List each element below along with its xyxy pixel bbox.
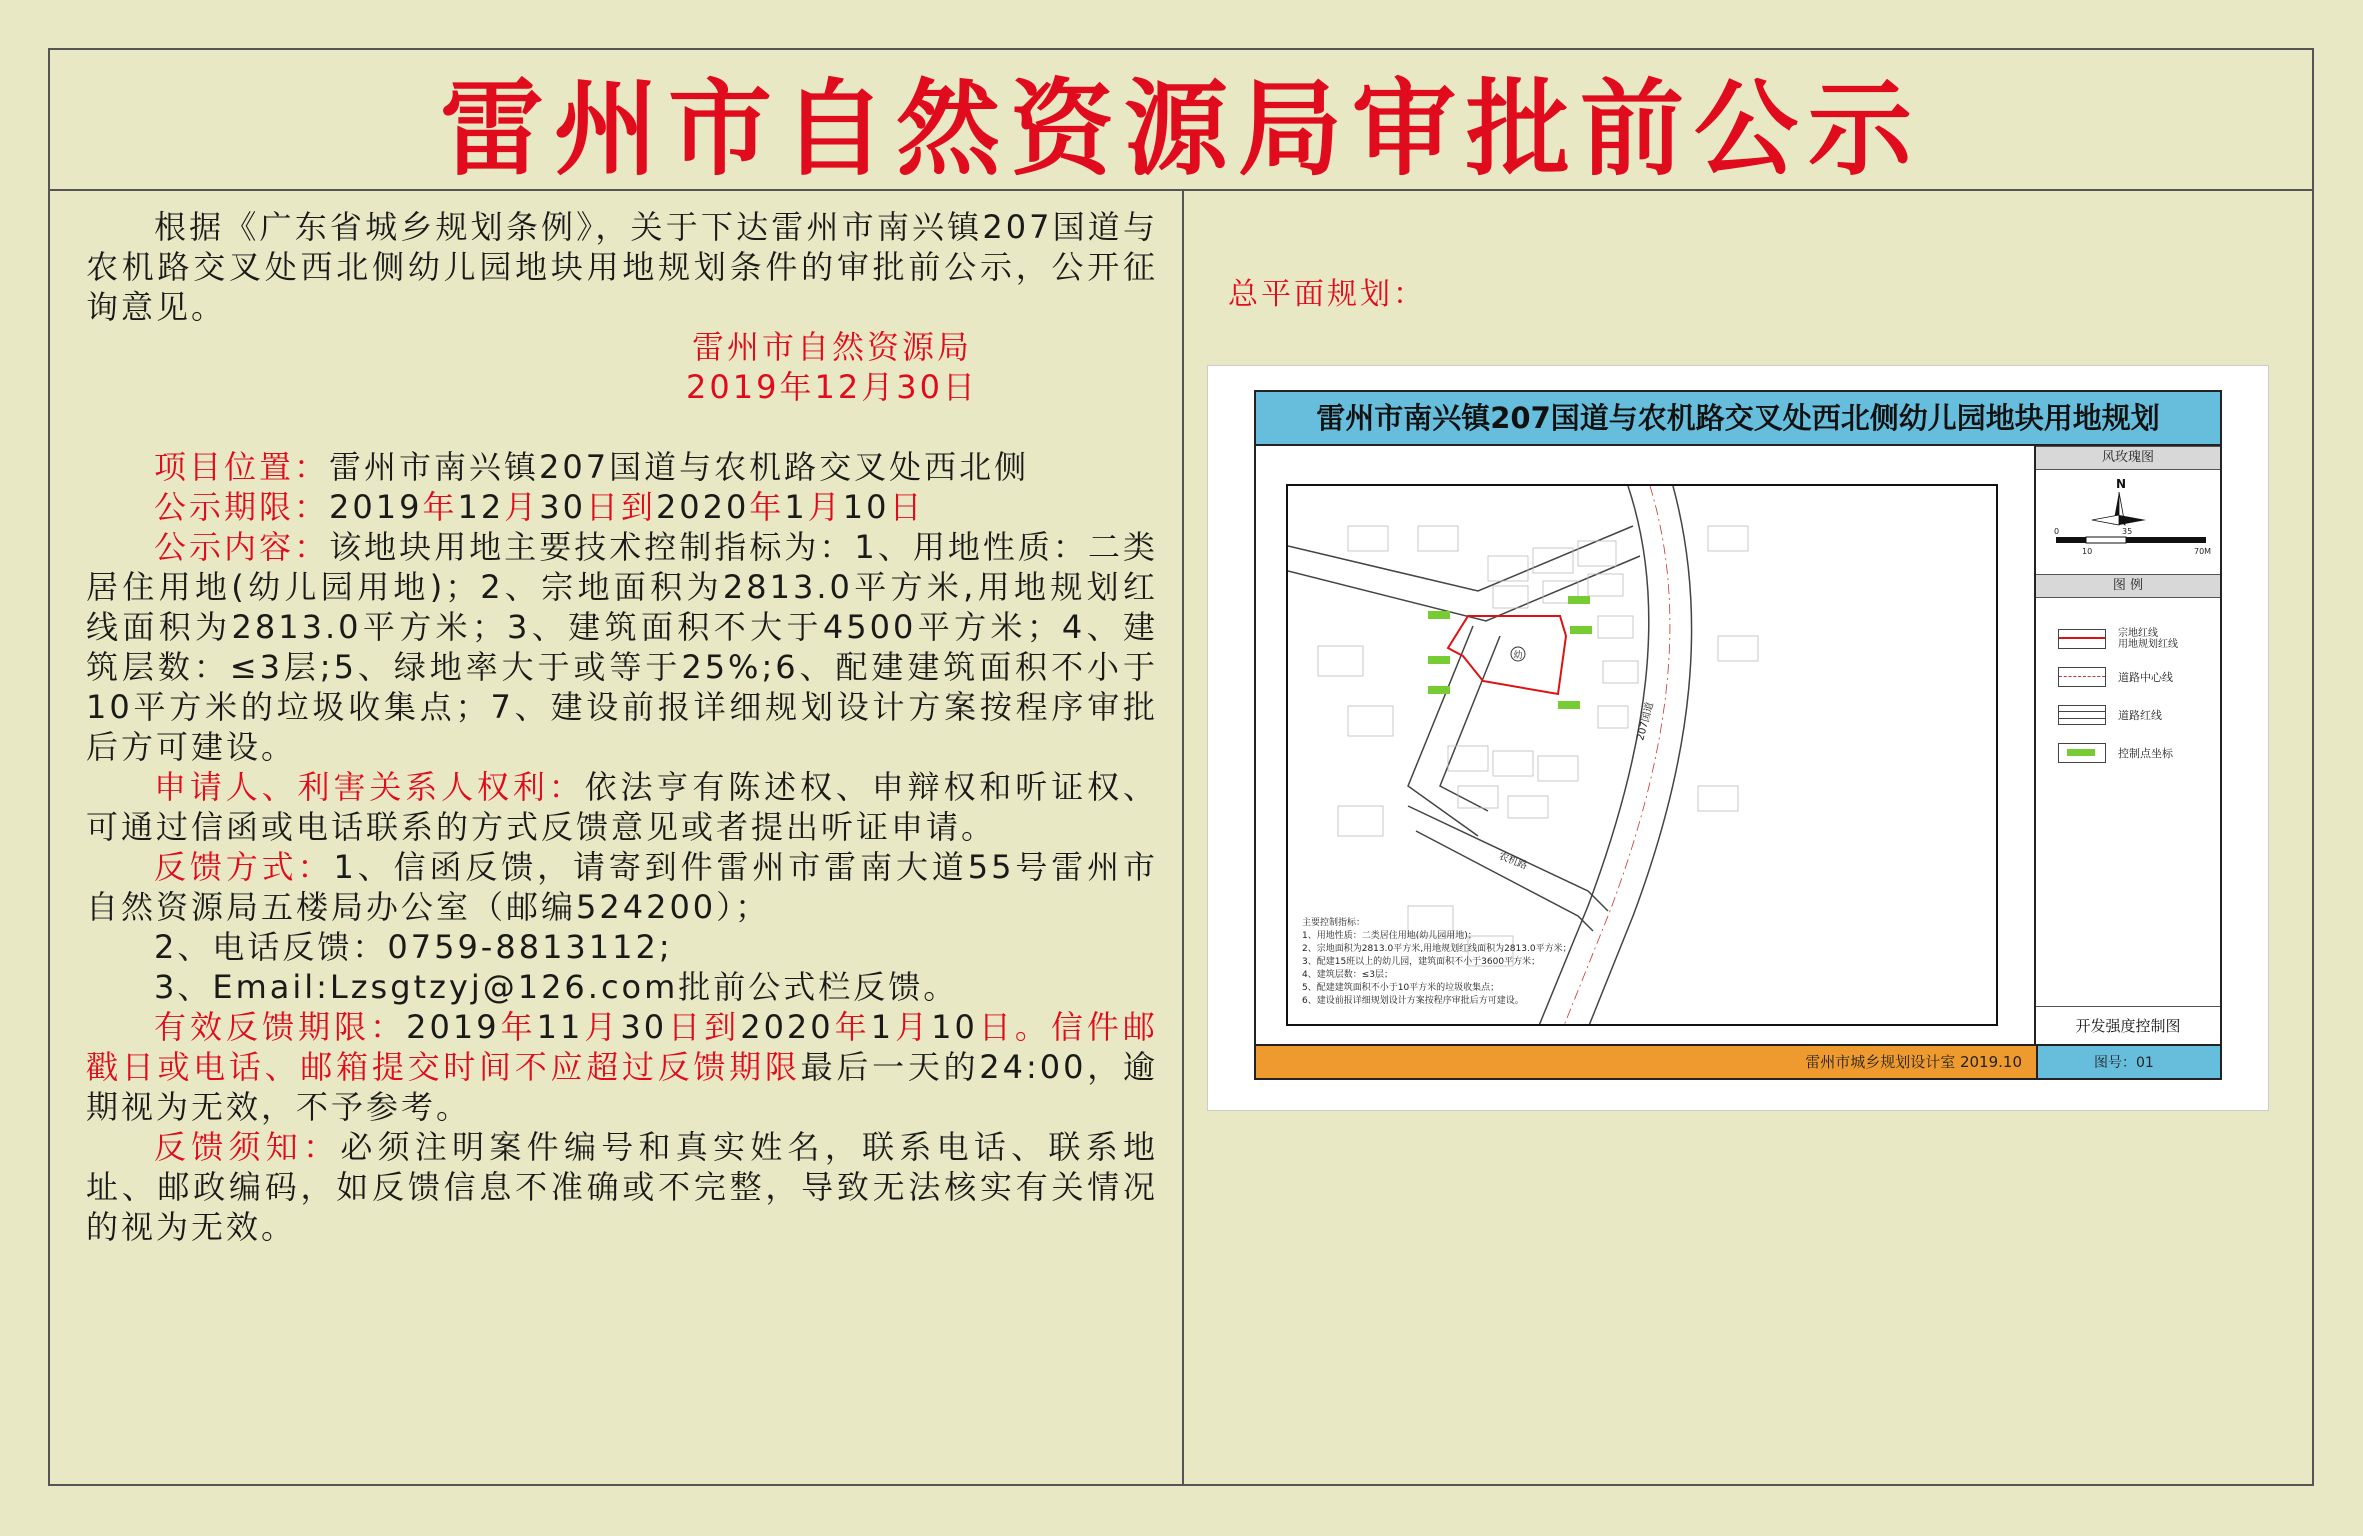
valid-unit-a: 年 xyxy=(499,1008,537,1046)
period-label: 公示期限： xyxy=(154,488,330,526)
control-indices xyxy=(1302,917,1572,1008)
road-line-swatch xyxy=(2058,705,2106,725)
control-point-swatch xyxy=(2058,743,2106,763)
feedback-label: 反馈方式： xyxy=(154,848,334,886)
content-paragraph xyxy=(86,527,1158,767)
legend-heading: 图 例 xyxy=(2036,574,2220,598)
index-line-6: 6、建设前报详细规划设计方案按程序审批后方可建设。 xyxy=(1302,996,1524,1006)
period-day-a: 30 xyxy=(539,488,586,526)
period-month-a: 12 xyxy=(457,488,505,526)
scale-tick-0: 0 xyxy=(2054,527,2060,536)
legend-label-control-point: 控制点坐标 xyxy=(2118,747,2173,760)
feedback-phone: 2、电话反馈：0759-8813112; xyxy=(154,928,673,966)
period-month-b: 1 xyxy=(784,488,808,526)
period-year-a: 2019 xyxy=(329,488,423,526)
feedback-paragraph xyxy=(86,847,1158,927)
location-text: 雷州市南兴镇207国道与农机路交叉处西北侧 xyxy=(329,448,1030,486)
intro-paragraph: 根据《广东省城乡规划条例》，关于下达雷州市南兴镇207国道与农机路交叉处西北侧幼儿园地块用地规划条件的审批前公示，公开征询意见。 xyxy=(86,208,1158,326)
valid-period-paragraph xyxy=(86,1007,1158,1127)
location-label: 项目位置： xyxy=(154,448,330,486)
notice-text-column xyxy=(50,191,1184,1486)
indices-title: 主要控制指标： xyxy=(1302,918,1366,928)
notice-board xyxy=(48,48,2314,1486)
location-paragraph xyxy=(86,447,1158,487)
index-line-5: 5、配建建筑面积不小于10平方米的垃圾收集点； xyxy=(1302,983,1500,993)
valid-unit-b: 月 xyxy=(583,1008,621,1046)
scale-tick-2: 35 xyxy=(2122,527,2133,536)
valid-day-b: 10 xyxy=(931,1008,978,1046)
period-unit-a: 年 xyxy=(422,488,458,526)
valid-unit-d: 年 xyxy=(833,1008,871,1046)
valid-unit-c: 日到 xyxy=(667,1008,741,1046)
title-bar xyxy=(50,50,2312,191)
footer-office-block xyxy=(1256,1046,2036,1078)
plan-column xyxy=(1184,191,2312,1484)
issue-date: 2019年12月30日 xyxy=(686,368,978,406)
north-arrow-icon xyxy=(2036,470,2222,560)
period-year-b: 2020 xyxy=(655,488,750,526)
valid-month-b: 1 xyxy=(870,1008,895,1046)
content-label: 公示内容： xyxy=(154,528,330,566)
issuer: 雷州市自然资源局 xyxy=(691,328,972,366)
road-207-label: 207国道 xyxy=(1635,701,1657,742)
site-mark: 幼 xyxy=(1513,651,1523,661)
plan-label: 总平面规划： xyxy=(1228,277,1426,312)
period-unit-c: 日到 xyxy=(585,488,656,526)
legend-item-road-line xyxy=(2058,704,2162,726)
notice-label: 反馈须知： xyxy=(154,1128,341,1166)
feedback-text: 1、信函反馈，请寄到件雷州市雷南大道55号雷州市自然资源局五楼局办公室（邮编524200）； xyxy=(86,848,1158,926)
content-text: 该地块用地主要技术控制指标为：1、用地性质：二类居住用地(幼儿园用地)；2、宗地面积为2813.0平方米,用地规划红线面积为2813.0平方米；3、建筑面积不大于4500平方米；4、建筑层数：≤3层;5、绿地率大于或等于25%;6、配建建筑面积不小于10平方米的垃圾收集点；7、建设前报详细规划设计方案按程序审批后方可建设。 xyxy=(86,528,1158,766)
footer-office: 雷州市城乡规划设计室 2019.10 xyxy=(1805,1053,2022,1071)
period-unit-b: 月 xyxy=(504,488,540,526)
legend-item-centerline xyxy=(2058,666,2173,688)
site-map xyxy=(1286,484,1998,1026)
drawing-footer xyxy=(1256,1044,2220,1078)
drawing-frame xyxy=(1254,390,2222,1080)
legend-label-red-line: 宗地红线 用地规划红线 xyxy=(2118,628,2178,650)
legend-item-control-point xyxy=(2058,742,2173,764)
scale-tick-3: 70M xyxy=(2194,547,2212,556)
valid-year-b: 2020 xyxy=(740,1008,834,1046)
period-paragraph xyxy=(86,487,1158,527)
rights-label: 申请人、利害关系人权利： xyxy=(154,768,585,806)
valid-unit-e: 月 xyxy=(894,1008,932,1046)
period-day-b: 10 xyxy=(842,488,890,526)
valid-tail: 最后一天的24:00，逾期视为无效，不予参考。 xyxy=(86,1048,1158,1126)
notice-paragraph xyxy=(86,1127,1158,1247)
page-title: 雷州市自然资源局审批前公示 xyxy=(439,67,1922,190)
wind-rose-heading: 风玫瑰图 xyxy=(2036,446,2220,470)
feedback-email: 3、Email:Lzsgtzyj@126.com批前公式栏反馈。 xyxy=(154,968,959,1006)
footer-fig-number: 图号：01 xyxy=(2094,1055,2154,1071)
legend-label-road-line: 道路红线 xyxy=(2118,709,2162,722)
valid-label: 有效反馈期限： xyxy=(154,1008,407,1046)
index-line-2: 2、宗地面积为2813.0平方米,用地规划红线面积为2813.0平方米； xyxy=(1302,944,1572,954)
red-line-swatch xyxy=(2058,629,2106,649)
valid-deadline-note: 日。信件邮戳日或电话、邮箱提交时间不应超过反馈期限 xyxy=(86,1008,1158,1086)
dev-intensity-label: 开发强度控制图 xyxy=(2036,1006,2220,1036)
scale-tick-1: 10 xyxy=(2082,547,2093,556)
road-nongji-label: 农机路 xyxy=(1496,850,1529,873)
site-plan-drawing xyxy=(1208,366,2268,1110)
legend-label-centerline: 道路中心线 xyxy=(2118,671,2173,684)
legend-item-site-red-line xyxy=(2058,628,2178,650)
centerline-swatch xyxy=(2058,667,2106,687)
index-line-4: 4、建筑层数：≤3层； xyxy=(1302,970,1393,980)
drawing-title: 雷州市南兴镇207国道与农机路交叉处西北侧幼儿园地块用地规划 xyxy=(1256,392,2220,446)
valid-year-a: 2019 xyxy=(406,1008,500,1046)
footer-fig-block xyxy=(2036,1046,2220,1078)
period-unit-f: 日 xyxy=(889,488,925,526)
north-label: N xyxy=(2116,477,2127,491)
index-line-3: 3、配建15班以上的幼儿园，建筑面积不小于3600平方米； xyxy=(1302,957,1541,967)
valid-day-a: 30 xyxy=(620,1008,668,1046)
notice-text: 必须注明案件编号和真实姓名，联系电话、联系地址、邮政编码，如反馈信息不准确或不完整，导致无法核实有关情况的视为无效。 xyxy=(86,1128,1158,1246)
period-unit-e: 月 xyxy=(807,488,843,526)
drawing-side-panel xyxy=(2034,446,2220,1044)
period-unit-d: 年 xyxy=(749,488,785,526)
index-line-1: 1、用地性质：二类居住用地(幼儿园用地)； xyxy=(1302,931,1477,941)
rights-text: 依法亨有陈述权、申辩权和听证权、可通过信函或电话联系的方式反馈意见或者提出听证申请。 xyxy=(86,768,1158,846)
rights-paragraph xyxy=(86,767,1158,847)
valid-month-a: 11 xyxy=(536,1008,584,1046)
